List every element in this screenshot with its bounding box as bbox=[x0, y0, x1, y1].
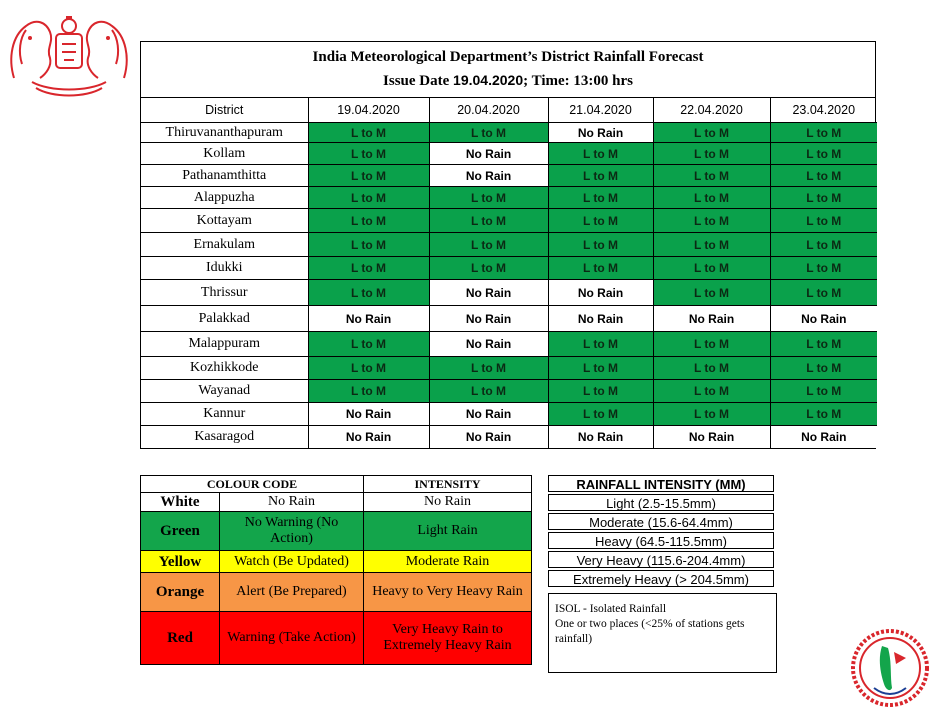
forecast-cell: No Rain bbox=[653, 306, 770, 332]
kerala-emblem-icon bbox=[6, 8, 132, 100]
forecast-cell: No Rain bbox=[429, 332, 548, 357]
forecast-cell: L to M bbox=[653, 187, 770, 209]
colour-name: Green bbox=[141, 512, 220, 551]
forecast-cell: L to M bbox=[429, 233, 548, 257]
colour-code-heading: COLOUR CODE bbox=[141, 476, 364, 493]
table-row bbox=[141, 403, 877, 426]
colour-name: Orange bbox=[141, 573, 220, 612]
forecast-cell: L to M bbox=[429, 187, 548, 209]
forecast-cell: L to M bbox=[770, 332, 877, 357]
forecast-cell: L to M bbox=[548, 143, 653, 165]
imd-logo-icon bbox=[850, 628, 930, 708]
forecast-header bbox=[141, 42, 875, 98]
forecast-cell: No Rain bbox=[548, 306, 653, 332]
forecast-cell: L to M bbox=[653, 123, 770, 143]
intensity-item: Extremely Heavy (> 204.5mm) bbox=[548, 570, 774, 587]
forecast-cell: L to M bbox=[770, 357, 877, 380]
forecast-cell: L to M bbox=[548, 332, 653, 357]
date-column-header: 21.04.2020 bbox=[548, 98, 653, 123]
forecast-cell: L to M bbox=[308, 123, 429, 143]
colour-code-table bbox=[140, 475, 532, 665]
forecast-cell: L to M bbox=[653, 165, 770, 187]
table-row bbox=[141, 357, 877, 380]
forecast-cell: L to M bbox=[308, 257, 429, 280]
date-column-header: 19.04.2020 bbox=[308, 98, 429, 123]
colour-row-white bbox=[141, 493, 532, 512]
table-row bbox=[141, 332, 877, 357]
district-name: Ernakulam bbox=[141, 233, 308, 257]
forecast-cell: No Rain bbox=[653, 426, 770, 448]
column-header-row bbox=[141, 98, 877, 123]
forecast-cell: L to M bbox=[429, 357, 548, 380]
isol-note bbox=[548, 593, 777, 673]
date-column-header: 20.04.2020 bbox=[429, 98, 548, 123]
forecast-cell: L to M bbox=[770, 187, 877, 209]
intensity-heading: INTENSITY bbox=[364, 476, 532, 493]
colour-code-header-row bbox=[141, 476, 532, 493]
forecast-cell: L to M bbox=[653, 209, 770, 233]
issue-time: ; Time: 13:00 hrs bbox=[523, 73, 633, 89]
district-name: Kollam bbox=[141, 143, 308, 165]
forecast-cell: L to M bbox=[770, 280, 877, 306]
forecast-cell: L to M bbox=[770, 209, 877, 233]
table-row bbox=[141, 257, 877, 280]
table-row bbox=[141, 233, 877, 257]
forecast-cell: L to M bbox=[308, 332, 429, 357]
district-name: Kasaragod bbox=[141, 426, 308, 448]
colour-row-yellow bbox=[141, 551, 532, 573]
forecast-cell: L to M bbox=[308, 187, 429, 209]
table-row bbox=[141, 187, 877, 209]
forecast-cell: L to M bbox=[653, 357, 770, 380]
rainfall-intensity-box bbox=[548, 475, 774, 589]
page-title: India Meteorological Department’s District Rainfall Forecast bbox=[312, 49, 704, 65]
forecast-cell: No Rain bbox=[770, 306, 877, 332]
district-forecast-table bbox=[140, 41, 876, 449]
district-column-header: District bbox=[141, 98, 308, 123]
colour-row-red bbox=[141, 612, 532, 665]
district-name: Wayanad bbox=[141, 380, 308, 403]
district-name: Kottayam bbox=[141, 209, 308, 233]
district-name: Kannur bbox=[141, 403, 308, 426]
intensity-item: Heavy (64.5-115.5mm) bbox=[548, 532, 774, 549]
forecast-cell: L to M bbox=[548, 233, 653, 257]
forecast-grid bbox=[141, 98, 877, 448]
forecast-cell: L to M bbox=[548, 209, 653, 233]
forecast-cell: L to M bbox=[548, 187, 653, 209]
district-name: Malappuram bbox=[141, 332, 308, 357]
colour-row-orange bbox=[141, 573, 532, 612]
forecast-cell: No Rain bbox=[308, 403, 429, 426]
forecast-cell: L to M bbox=[548, 165, 653, 187]
note-line: ISOL - Isolated Rainfall bbox=[555, 603, 667, 615]
forecast-cell: L to M bbox=[653, 233, 770, 257]
colour-intensity: No Rain bbox=[364, 493, 532, 512]
colour-action: No Rain bbox=[220, 493, 364, 512]
table-row bbox=[141, 123, 877, 143]
table-row bbox=[141, 209, 877, 233]
forecast-cell: L to M bbox=[770, 257, 877, 280]
forecast-cell: No Rain bbox=[429, 143, 548, 165]
table-row bbox=[141, 380, 877, 403]
table-row bbox=[141, 306, 877, 332]
table-row bbox=[141, 143, 877, 165]
forecast-cell: L to M bbox=[770, 143, 877, 165]
rainfall-intensity-title: RAINFALL INTENSITY (MM) bbox=[548, 475, 774, 492]
forecast-cell: L to M bbox=[429, 257, 548, 280]
table-row bbox=[141, 426, 877, 448]
colour-action: Watch (Be Updated) bbox=[220, 551, 364, 573]
forecast-cell: No Rain bbox=[308, 306, 429, 332]
district-name: Thiruvananthapuram bbox=[141, 123, 308, 143]
colour-action: No Warning (No Action) bbox=[220, 512, 364, 551]
colour-intensity: Very Heavy Rain to Extremely Heavy Rain bbox=[364, 612, 532, 665]
date-column-header: 23.04.2020 bbox=[770, 98, 877, 123]
forecast-cell: L to M bbox=[308, 143, 429, 165]
forecast-cell: L to M bbox=[653, 257, 770, 280]
forecast-cell: L to M bbox=[548, 257, 653, 280]
forecast-cell: L to M bbox=[429, 123, 548, 143]
forecast-cell: L to M bbox=[308, 280, 429, 306]
forecast-cell: No Rain bbox=[429, 403, 548, 426]
forecast-cell: L to M bbox=[548, 380, 653, 403]
forecast-cell: L to M bbox=[308, 233, 429, 257]
forecast-cell: No Rain bbox=[770, 426, 877, 448]
forecast-cell: L to M bbox=[308, 380, 429, 403]
issue-date: 19.04.2020 bbox=[453, 72, 524, 88]
forecast-cell: L to M bbox=[653, 280, 770, 306]
forecast-cell: No Rain bbox=[429, 306, 548, 332]
forecast-cell: L to M bbox=[308, 165, 429, 187]
forecast-cell: L to M bbox=[548, 357, 653, 380]
colour-row-green bbox=[141, 512, 532, 551]
colour-name: Yellow bbox=[141, 551, 220, 573]
forecast-cell: L to M bbox=[653, 332, 770, 357]
issue-line bbox=[141, 72, 875, 90]
district-name: Alappuzha bbox=[141, 187, 308, 209]
colour-action: Warning (Take Action) bbox=[220, 612, 364, 665]
table-row bbox=[141, 165, 877, 187]
district-name: Thrissur bbox=[141, 280, 308, 306]
forecast-cell: L to M bbox=[308, 357, 429, 380]
forecast-cell: L to M bbox=[429, 209, 548, 233]
table-row bbox=[141, 280, 877, 306]
forecast-cell: L to M bbox=[308, 209, 429, 233]
note-line: One or two places (<25% of stations gets rainfall) bbox=[555, 618, 745, 645]
forecast-cell: No Rain bbox=[548, 426, 653, 448]
date-column-header: 22.04.2020 bbox=[653, 98, 770, 123]
forecast-cell: No Rain bbox=[308, 426, 429, 448]
district-name: Pathanamthitta bbox=[141, 165, 308, 187]
intensity-item: Very Heavy (115.6-204.4mm) bbox=[548, 551, 774, 568]
colour-name: Red bbox=[141, 612, 220, 665]
forecast-cell: L to M bbox=[653, 380, 770, 403]
forecast-cell: No Rain bbox=[429, 280, 548, 306]
intensity-item: Light (2.5-15.5mm) bbox=[548, 494, 774, 511]
colour-intensity: Heavy to Very Heavy Rain bbox=[364, 573, 532, 612]
forecast-cell: L to M bbox=[770, 380, 877, 403]
district-name: Palakkad bbox=[141, 306, 308, 332]
forecast-cell: L to M bbox=[770, 165, 877, 187]
forecast-cell: No Rain bbox=[548, 280, 653, 306]
district-name: Idukki bbox=[141, 257, 308, 280]
forecast-cell: No Rain bbox=[429, 165, 548, 187]
colour-action: Alert (Be Prepared) bbox=[220, 573, 364, 612]
forecast-cell: L to M bbox=[653, 403, 770, 426]
colour-intensity: Light Rain bbox=[364, 512, 532, 551]
forecast-cell: No Rain bbox=[548, 123, 653, 143]
forecast-cell: No Rain bbox=[429, 426, 548, 448]
colour-intensity: Moderate Rain bbox=[364, 551, 532, 573]
intensity-item: Moderate (15.6-64.4mm) bbox=[548, 513, 774, 530]
colour-name: White bbox=[141, 493, 220, 512]
issue-label: Issue Date bbox=[383, 73, 450, 89]
forecast-cell: L to M bbox=[548, 403, 653, 426]
forecast-cell: L to M bbox=[429, 380, 548, 403]
forecast-cell: L to M bbox=[770, 233, 877, 257]
forecast-cell: L to M bbox=[653, 143, 770, 165]
forecast-cell: L to M bbox=[770, 123, 877, 143]
district-name: Kozhikkode bbox=[141, 357, 308, 380]
forecast-cell: L to M bbox=[770, 403, 877, 426]
